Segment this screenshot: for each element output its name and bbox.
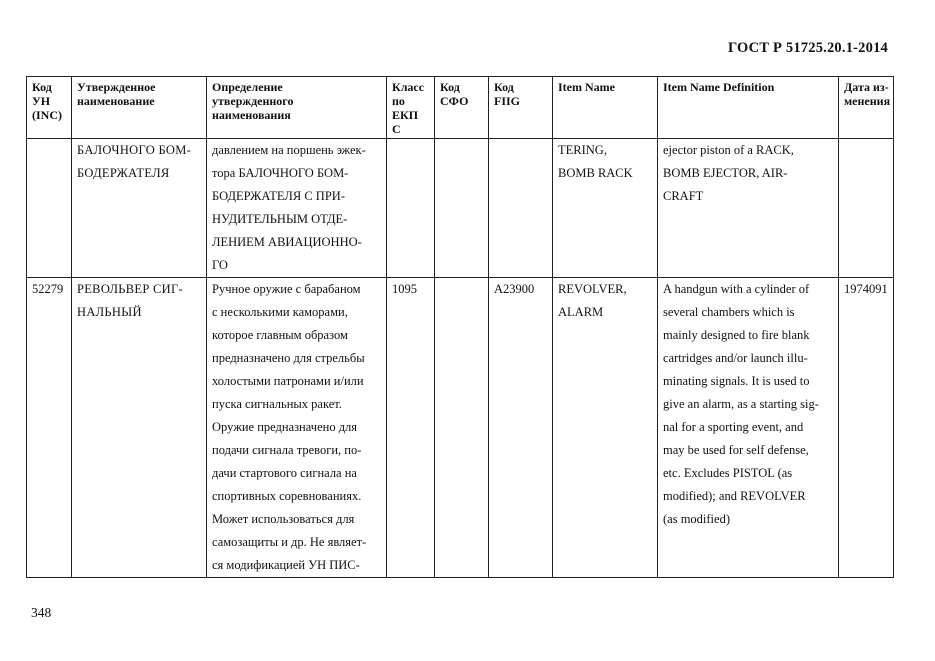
text-line: давлением на поршень эжек- [212,143,366,157]
text-line: С [392,122,401,136]
text-line: дачи стартового сигнала на [212,466,357,480]
text-line: FIIG [494,94,521,108]
text-line: 1974091 [844,282,888,296]
cell-fiig [489,139,553,278]
text-line: 1095 [392,282,417,296]
text-line: Код [494,80,514,94]
text-line: nal for a sporting event, and [663,420,804,434]
text-line: 52279 [32,282,64,296]
text-line: спортивных соревнованиях. [212,489,362,503]
header-approved-name [72,77,207,139]
text-line: Ручное оружие с барабаном [212,282,361,296]
text-line: Код [32,80,52,94]
text-line: БОДЕРЖАТЕЛЯ [77,166,170,180]
text-line: BOMB EJECTOR, AIR- [663,166,788,180]
text-line: ejector piston of a RACK, [663,143,794,157]
text-line: cartridges and/or launch illu- [663,351,808,365]
cell-inc [27,139,72,278]
text-line: modified); and REVOLVER [663,489,806,503]
text-line: mainly designed to fire blank [663,328,810,342]
cell-item-name [553,139,658,278]
text-line: BOMB RACK [558,166,633,180]
text-line: которое главным образом [212,328,348,342]
text-line: ALARM [558,305,604,319]
header-item-name [553,77,658,139]
text-line: БАЛОЧНОГО БОМ- [77,143,192,157]
text-line: утвержденного [212,94,294,108]
header-item-definition [658,77,839,139]
header-row [27,77,894,139]
text-line: REVOLVER, [558,282,627,296]
text-line: Может использоваться для [212,512,355,526]
text-line: (as modified) [663,512,730,526]
text-line: Определение [212,80,283,94]
cell-inc [27,278,72,578]
text-line: TERING, [558,143,607,157]
text-line: CRAFT [663,189,704,203]
table-row [27,139,894,278]
text-line: подачи сигнала тревоги, по- [212,443,362,457]
text-line: Дата из- [844,80,889,94]
text-line: A23900 [494,282,535,296]
cell-sfo [435,278,489,578]
text-line: менения [844,94,891,108]
text-line: РЕВОЛЬВЕР СИГ- [77,282,183,296]
text-line: пуска сигнальных ракет. [212,397,342,411]
header-class [387,77,435,139]
cell-approved-name [72,278,207,578]
text-line: A handgun with a cylinder of [663,282,810,296]
cell-item-definition [658,278,839,578]
header-inc [27,77,72,139]
page-number: 348 [31,605,52,620]
text-line: наименования [212,108,291,122]
text-line: ся модификацией УН ПИС- [212,558,360,572]
text-line: Item Name [558,80,615,94]
text-line: самозащиты и др. Не являет- [212,535,367,549]
text-line: по [392,94,405,108]
cell-sfo [435,139,489,278]
standard-code: ГОСТ Р 51725.20.1-2014 [727,40,888,56]
text-line: СФО [440,94,469,108]
cell-approved-name [72,139,207,278]
text-line: НУДИТЕЛЬНЫМ ОТДЕ- [212,212,348,226]
nomenclature-table [26,76,894,578]
header-fiig [489,77,553,139]
text-line: с несколькими каморами, [212,305,348,319]
cell-change-date [839,139,894,278]
text-line: etc. Excludes PISTOL (as [663,466,793,480]
cell-item-definition [658,139,839,278]
cell-change-date [839,278,894,578]
text-line: may be used for self defense, [663,443,809,457]
text-line: (INC) [32,108,62,122]
text-line: ГО [212,258,228,272]
header-change-date [839,77,894,139]
text-line: minating signals. It is used to [663,374,810,388]
text-line: Класс [392,80,425,94]
cell-fiig [489,278,553,578]
text-line: холостыми патронами и/или [212,374,364,388]
text-line: ЛЕНИЕМ АВИАЦИОННО- [212,235,362,249]
text-line: УН [32,94,51,108]
cell-class [387,139,435,278]
cell-definition [207,139,387,278]
text-line: предназначено для стрельбы [212,351,365,365]
text-line: наименование [77,94,155,108]
header-sfo [435,77,489,139]
table-row [27,278,894,578]
text-line: БОДЕРЖАТЕЛЯ С ПРИ- [212,189,345,203]
text-line: тора БАЛОЧНОГО БОМ- [212,166,349,180]
cell-item-name [553,278,658,578]
text-line: ЕКП [392,108,419,122]
text-line: Item Name Definition [663,80,775,94]
cell-definition [207,278,387,578]
text-line: Код [440,80,460,94]
text-line: several chambers which is [663,305,795,319]
text-line: НАЛЬНЫЙ [77,305,142,319]
text-line: Утвержденное [77,80,156,94]
header-definition [207,77,387,139]
text-line: give an alarm, as a starting sig- [663,397,819,411]
cell-class [387,278,435,578]
text-line: Оружие предназначено для [212,420,358,434]
